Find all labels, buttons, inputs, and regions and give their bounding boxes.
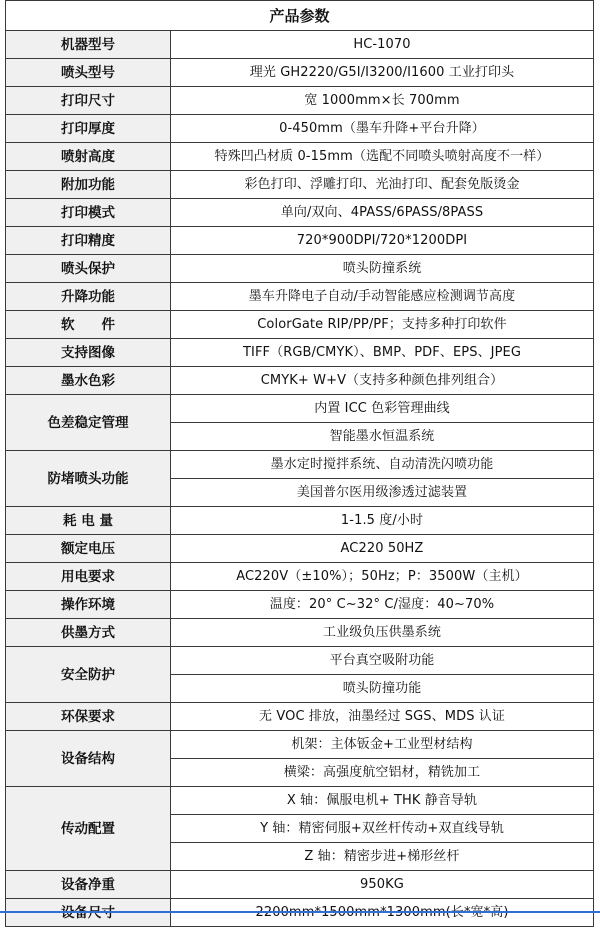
spec-value: 横梁：高强度航空铝材，精铣加工 — [171, 759, 594, 787]
spec-row — [6, 563, 594, 591]
spec-label: 喷头保护 — [6, 255, 171, 283]
spec-value: 内置 ICC 色彩管理曲线 — [171, 395, 594, 423]
spec-value: 平台真空吸附功能 — [171, 647, 594, 675]
spec-label: 色差稳定管理 — [6, 395, 171, 451]
spec-label: 软 件 — [6, 311, 171, 339]
spec-table — [5, 30, 594, 927]
spec-label: 机器型号 — [6, 31, 171, 59]
spec-value: 墨车升降电子自动/手动智能感应检测调节高度 — [171, 283, 594, 311]
spec-label: 打印厚度 — [6, 115, 171, 143]
spec-value: 无 VOC 排放，油墨经过 SGS、MDS 认证 — [171, 703, 594, 731]
spec-value: AC220V（±10%）；50Hz；P：3500W（主机） — [171, 563, 594, 591]
spec-row — [6, 31, 594, 59]
spec-row — [6, 787, 594, 815]
spec-value: X 轴：佩服电机+ THK 静音导轨 — [171, 787, 594, 815]
spec-row — [6, 87, 594, 115]
spec-value: 宽 1000mm×长 700mm — [171, 87, 594, 115]
product-spec-sheet — [5, 0, 594, 927]
spec-value: 特殊凹凸材质 0-15mm（选配不同喷头喷射高度不一样） — [171, 143, 594, 171]
spec-row — [6, 703, 594, 731]
spec-value: ColorGate RIP/PP/PF；支持多种打印软件 — [171, 311, 594, 339]
spec-label: 支持图像 — [6, 339, 171, 367]
spec-value: 机架：主体钣金+工业型材结构 — [171, 731, 594, 759]
spec-title: 产品参数 — [5, 0, 594, 30]
spec-value: 单向/双向、4PASS/6PASS/8PASS — [171, 199, 594, 227]
spec-value: 720*900DPI/720*1200DPI — [171, 227, 594, 255]
spec-label: 附加功能 — [6, 171, 171, 199]
spec-row — [6, 255, 594, 283]
spec-label: 供墨方式 — [6, 619, 171, 647]
spec-value: Z 轴：精密步进+梯形丝杆 — [171, 843, 594, 871]
spec-row — [6, 871, 594, 899]
spec-value: 彩色打印、浮雕打印、光油打印、配套免版烫金 — [171, 171, 594, 199]
spec-row — [6, 339, 594, 367]
spec-label: 喷头型号 — [6, 59, 171, 87]
spec-label: 防堵喷头功能 — [6, 451, 171, 507]
spec-row — [6, 227, 594, 255]
spec-row — [6, 171, 594, 199]
spec-row — [6, 143, 594, 171]
spec-row — [6, 115, 594, 143]
spec-label: 设备净重 — [6, 871, 171, 899]
spec-label: 喷射高度 — [6, 143, 171, 171]
spec-value: 950KG — [171, 871, 594, 899]
spec-label: 墨水色彩 — [6, 367, 171, 395]
spec-row — [6, 647, 594, 675]
spec-row — [6, 59, 594, 87]
spec-label: 打印精度 — [6, 227, 171, 255]
spec-row — [6, 395, 594, 423]
spec-row — [6, 535, 594, 563]
spec-table-body — [6, 31, 594, 927]
spec-value: 温度：20° C~32° C/湿度：40~70% — [171, 591, 594, 619]
spec-value: 智能墨水恒温系统 — [171, 423, 594, 451]
spec-value: 0-450mm（墨车升降+平台升降） — [171, 115, 594, 143]
spec-value: 美国普尔医用级渗透过滤装置 — [171, 479, 594, 507]
spec-row — [6, 731, 594, 759]
spec-label: 耗 电 量 — [6, 507, 171, 535]
spec-value: AC220 50HZ — [171, 535, 594, 563]
spec-value: HC-1070 — [171, 31, 594, 59]
spec-value: 1-1.5 度/小时 — [171, 507, 594, 535]
spec-label: 升降功能 — [6, 283, 171, 311]
spec-value: TIFF（RGB/CMYK）、BMP、PDF、EPS、JPEG — [171, 339, 594, 367]
spec-value: 理光 GH2220/G5I/I3200/I1600 工业打印头 — [171, 59, 594, 87]
spec-label: 操作环境 — [6, 591, 171, 619]
spec-row — [6, 283, 594, 311]
spec-value: 喷头防撞功能 — [171, 675, 594, 703]
spec-label: 打印模式 — [6, 199, 171, 227]
spec-label: 额定电压 — [6, 535, 171, 563]
spec-value: 工业级负压供墨系统 — [171, 619, 594, 647]
spec-row — [6, 507, 594, 535]
spec-label: 设备结构 — [6, 731, 171, 787]
spec-label: 安全防护 — [6, 647, 171, 703]
bottom-rule — [0, 911, 600, 913]
spec-value: Y 轴：精密伺服+双丝杆传动+双直线导轨 — [171, 815, 594, 843]
spec-row — [6, 199, 594, 227]
spec-label: 用电要求 — [6, 563, 171, 591]
spec-row — [6, 311, 594, 339]
spec-value: 喷头防撞系统 — [171, 255, 594, 283]
spec-value: CMYK+ W+V（支持多种颜色排列组合） — [171, 367, 594, 395]
spec-label: 打印尺寸 — [6, 87, 171, 115]
spec-row — [6, 367, 594, 395]
spec-row — [6, 619, 594, 647]
spec-label: 传动配置 — [6, 787, 171, 871]
spec-row — [6, 591, 594, 619]
spec-value: 墨水定时搅拌系统、自动清洗闪喷功能 — [171, 451, 594, 479]
spec-label: 环保要求 — [6, 703, 171, 731]
spec-row — [6, 451, 594, 479]
